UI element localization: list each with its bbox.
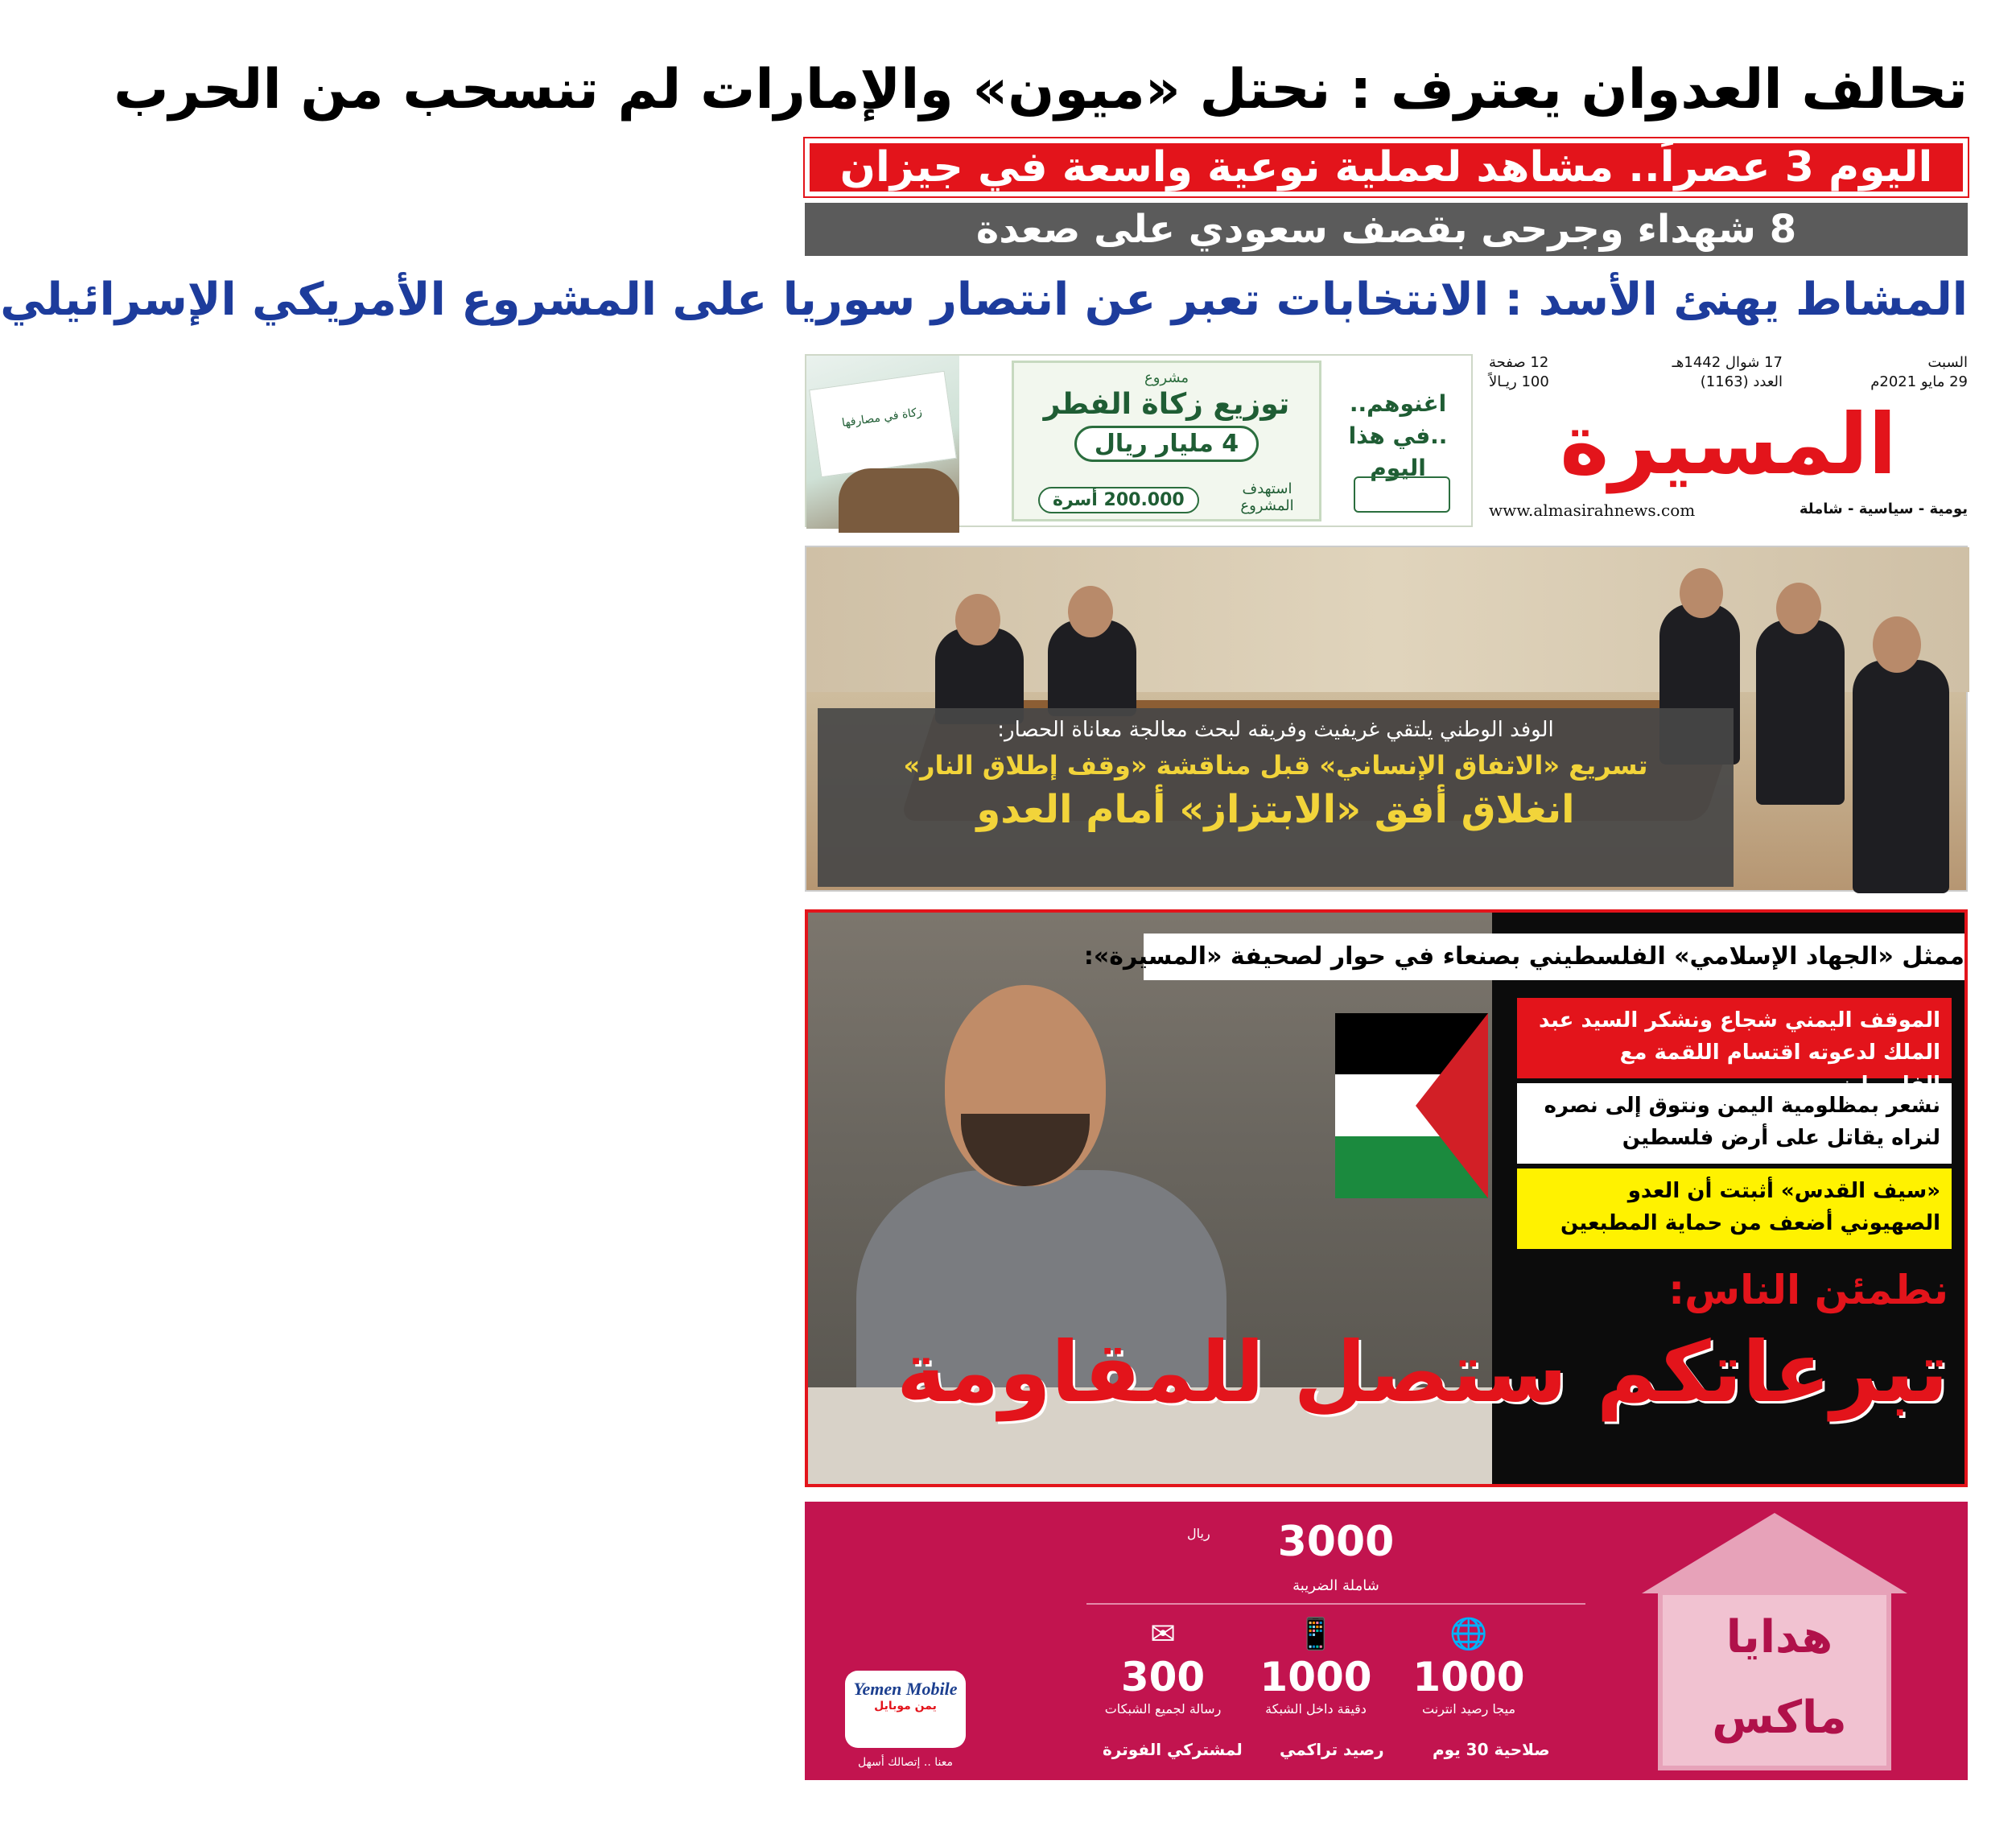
headline-grey-banner: 8 شهداء وجرحى بقصف سعودي على صعدة bbox=[805, 203, 1968, 256]
delegate-head bbox=[1068, 586, 1113, 637]
zakat-photo bbox=[806, 356, 959, 529]
feature-value: 1000 bbox=[1412, 1654, 1525, 1700]
headline-red-banner: اليوم 3 عصراً.. مشاهد لعملية نوعية واسعة في جيزان bbox=[805, 138, 1968, 196]
envoy-head bbox=[1680, 568, 1723, 618]
zakat-advert bbox=[805, 354, 1473, 527]
zakat-card-text: زكاة في مصارفها bbox=[841, 406, 923, 430]
issue-price: 100 ريـالاً bbox=[1489, 373, 1549, 390]
divider bbox=[1086, 1603, 1585, 1605]
condition-balance: رصيد تراكمي bbox=[1280, 1740, 1384, 1759]
condition-validity: صلاحية 30 يوم bbox=[1433, 1740, 1550, 1759]
headline-main: تحالف العدوان يعترف : نحتل «ميون» والإمارات لم تنسحب من الحرب bbox=[113, 58, 1968, 122]
interview-title: ممثل «الجهاد الإسلامي» الفلسطيني بصنعاء في حوار لصحيفة «المسيرة»: bbox=[1144, 934, 1964, 980]
package-tax-note: شاملة الضريبة bbox=[1292, 1577, 1379, 1594]
delegate-head bbox=[955, 594, 1000, 645]
photo-subhead: تسريع «الاتفاق الإنساني» قبل مناقشة «وقف إطلاق النار» bbox=[903, 750, 1648, 781]
hand-image bbox=[839, 468, 959, 533]
palestine-flag-icon bbox=[1335, 1013, 1488, 1198]
feature-label: دقيقة داخل الشبكة bbox=[1265, 1701, 1367, 1717]
globe-icon: 🌐 bbox=[1449, 1616, 1488, 1651]
issue-day: السبت bbox=[1927, 354, 1968, 371]
zakat-families: 200.000 أسرة bbox=[1038, 487, 1199, 513]
zakat-slogan-1: اغنوهم.. bbox=[1349, 390, 1447, 417]
feature-value: 1000 bbox=[1259, 1654, 1372, 1700]
zakat-card bbox=[809, 371, 957, 478]
condition-postpaid: لمشتركي الفوترة bbox=[1103, 1740, 1243, 1759]
interview-point-1: الموقف اليمني شجاع ونشكر السيد عبد الملك لدعوته اقتسام اللقمة مع bbox=[1517, 998, 1952, 1078]
issue-hijri-date: 17 شوال 1442هـ bbox=[1672, 354, 1783, 371]
photo-kicker: الوفد الوطني يلتقي غريفيث وفريقه لبحث معالجة معاناة الحصار: bbox=[997, 718, 1554, 742]
brand-name-arabic: يمن موبايل bbox=[874, 1700, 937, 1713]
brand-slogan: معنا .. إتصالك أسهل bbox=[858, 1756, 953, 1769]
feature-label: ميجا رصيد انترنت bbox=[1421, 1701, 1516, 1717]
feature-label: رسالة لجميع الشبكات bbox=[1104, 1701, 1222, 1717]
envoy-head bbox=[1776, 583, 1821, 634]
headline-blue: المشاط يهنئ الأسد : الانتخابات تعبر عن انتصار سوريا على المشروع الأمريكي الإسرائيلي bbox=[0, 274, 1968, 326]
masthead-tagline: يومية - سياسية - شاملة bbox=[1799, 501, 1968, 517]
masthead bbox=[1489, 354, 1968, 527]
meeting-photo bbox=[805, 546, 1968, 892]
zakat-authority-logo bbox=[1354, 476, 1450, 513]
brand-name: Yemen Mobile bbox=[853, 1679, 958, 1699]
package-price: 3000 bbox=[1277, 1518, 1395, 1566]
yemen-mobile-advert bbox=[805, 1502, 1968, 1780]
feature-minutes bbox=[1247, 1614, 1384, 1717]
envoy-figure bbox=[1756, 620, 1845, 805]
house-graphic bbox=[1642, 1513, 1907, 1770]
interview-quote-main: تبرعاتكم ستصل للمقاومة bbox=[896, 1323, 1948, 1421]
issue-number: العدد (1163) bbox=[1700, 373, 1783, 390]
zakat-center-panel bbox=[1012, 361, 1321, 521]
house-roof bbox=[1642, 1513, 1907, 1593]
envelope-icon: ✉ bbox=[1150, 1616, 1176, 1651]
zakat-title: توزيع زكاة الفطر bbox=[1043, 388, 1290, 421]
feature-value: 300 bbox=[1120, 1654, 1206, 1700]
house-body bbox=[1658, 1590, 1891, 1770]
website-link[interactable]: www.almasirahnews.com bbox=[1489, 501, 1696, 520]
newspaper-logo: المسيرة bbox=[1560, 395, 1897, 493]
zakat-amount: 4 مليار ريال bbox=[1074, 426, 1259, 462]
envoy-figure bbox=[1853, 660, 1949, 893]
promo-word-1: هدايا bbox=[1725, 1611, 1833, 1663]
issue-gregorian-date: 29 مايو 2021م bbox=[1870, 373, 1968, 390]
package-currency: ريال bbox=[1187, 1526, 1210, 1541]
zakat-target-label: استهدف المشروع bbox=[1240, 480, 1294, 514]
feature-sms bbox=[1095, 1614, 1231, 1717]
page-count: 12 صفحة bbox=[1489, 354, 1549, 371]
interview-block bbox=[805, 909, 1968, 1487]
interview-point-3: «سيف القدس» أثبتت أن العدو الصهيوني أضعف من حماية المطبعين bbox=[1517, 1168, 1952, 1249]
interview-point-2: نشعر بمظلومية اليمن ونتوق إلى نصره لنراه يقاتل على أرض فلسطين bbox=[1517, 1083, 1952, 1164]
interview-quote-lead: نطمئن الناس: bbox=[1668, 1267, 1948, 1313]
photo-caption-box bbox=[818, 708, 1734, 887]
feature-internet bbox=[1400, 1614, 1537, 1717]
yemen-mobile-logo bbox=[845, 1671, 966, 1748]
zakat-slogan bbox=[1330, 388, 1466, 484]
promo-word-2: ماكس bbox=[1712, 1692, 1847, 1744]
envoy-head bbox=[1873, 616, 1921, 673]
zakat-project-label: مشروع bbox=[1144, 369, 1189, 386]
photo-headline: انغلاق أفق «الابتزاز» أمام العدو bbox=[976, 787, 1575, 832]
zakat-slogan-2: ..في هذا اليوم bbox=[1348, 422, 1448, 481]
phone-icon: 📱 bbox=[1297, 1616, 1335, 1651]
